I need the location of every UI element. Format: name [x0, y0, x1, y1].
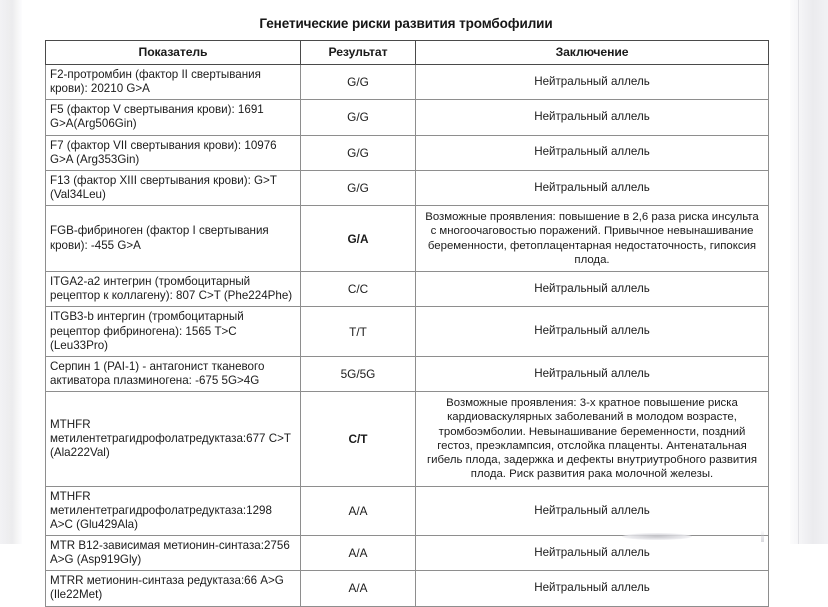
cell-indicator: Серпин 1 (PAI-1) - антагонист тканевого активатора плазминогена: -675 5G>4G — [46, 356, 301, 391]
cell-conclusion-neutral: Нейтральный аллель — [416, 536, 769, 571]
cell-indicator: F13 (фактор XIII свертывания крови): G>T (Val34Leu) — [46, 170, 301, 205]
cell-conclusion-neutral: Нейтральный аллель — [416, 307, 769, 356]
cell-conclusion-neutral: Нейтральный аллель — [416, 135, 769, 170]
cell-result: A/A — [301, 571, 416, 606]
table-row — [46, 392, 769, 487]
cell-result: G/G — [301, 100, 416, 135]
table-row — [46, 307, 769, 356]
cell-indicator: ITGB3-b интергин (тромбоцитарный рецептор фибриногена): 1565 T>C (Leu33Pro) — [46, 307, 301, 356]
table-row — [46, 135, 769, 170]
cell-indicator: MTHFR метилентетрагидрофолатредуктаза:1298 A>C (Glu429Ala) — [46, 486, 301, 535]
table-row — [46, 100, 769, 135]
genetic-risk-table — [45, 40, 769, 607]
cell-indicator: F2-протромбин (фактор II свертывания крови): 20210 G>A — [46, 65, 301, 100]
cell-result: G/G — [301, 170, 416, 205]
table-row — [46, 536, 769, 571]
cell-result: G/G — [301, 135, 416, 170]
document-page — [22, 0, 790, 602]
cell-result: 5G/5G — [301, 356, 416, 391]
cell-conclusion-risk: Возможные проявления: повышение в 2,6 раза риска инсульта с многоочаговостью поражений. Привычное невынашивание беременности, фетоплацентарная недостаточность, гипоксия плода. — [416, 206, 769, 272]
cell-indicator: FGB-фибриноген (фактор I свертывания крови): -455 G>A — [46, 206, 301, 272]
table-header — [46, 41, 769, 65]
column-header-result: Результат — [301, 41, 416, 65]
page-gutter-left — [0, 0, 22, 544]
table-row — [46, 206, 769, 272]
cell-conclusion-neutral: Нейтральный аллель — [416, 65, 769, 100]
cell-result: A/A — [301, 486, 416, 535]
column-header-conclusion: Заключение — [416, 41, 769, 65]
table-row — [46, 356, 769, 391]
scan-artifact-mark — [761, 530, 764, 542]
cell-indicator: F5 (фактор V свертывания крови): 1691 G>A(Arg506Gin) — [46, 100, 301, 135]
report-table-container — [22, 40, 790, 607]
page-title: Генетические риски развития тромбофилии — [259, 16, 553, 31]
cell-result: G/G — [301, 65, 416, 100]
table-body — [46, 65, 769, 607]
page-gutter-right — [790, 0, 828, 544]
table-header-row — [46, 41, 769, 65]
column-header-indicator: Показатель — [46, 41, 301, 65]
table-row — [46, 65, 769, 100]
cell-indicator: MTHFR метилентетрагидрофолатредуктаза:677 C>T (Ala222Val) — [46, 392, 301, 487]
cell-conclusion-neutral: Нейтральный аллель — [416, 170, 769, 205]
cell-result: A/A — [301, 536, 416, 571]
cell-indicator: MTRR метионин-синтаза редуктаза:66 A>G (Ile22Met) — [46, 571, 301, 606]
cell-indicator: MTR B12-зависимая метионин-синтаза:2756 A>G (Asp919Gly) — [46, 536, 301, 571]
cell-result: C/C — [301, 272, 416, 307]
cell-conclusion-neutral: Нейтральный аллель — [416, 571, 769, 606]
table-row — [46, 272, 769, 307]
table-row — [46, 571, 769, 606]
cell-conclusion-risk: Возможные проявления: 3-х кратное повышение риска кардиоваскулярных заболеваний в молодом возрасте, тромбоэмболии. Невынашивание беременности, поздний гестоз, преэклампсия, отслойка плаценты. Антенатальная гибель плода, задержка и дефекты внутриутробного развития плода. Риск развития рака молочной железы. — [416, 392, 769, 487]
cell-conclusion-neutral: Нейтральный аллель — [416, 486, 769, 535]
cell-indicator: ITGA2-a2 интегрин (тромбоцитарный рецептор к коллагену): 807 C>T (Phe224Phe) — [46, 272, 301, 307]
cell-conclusion-neutral: Нейтральный аллель — [416, 272, 769, 307]
cell-result: G/A — [301, 206, 416, 272]
table-row — [46, 170, 769, 205]
cell-result: C/T — [301, 392, 416, 487]
cell-indicator: F7 (фактор VII свертывания крови): 10976 G>A (Arg353Gin) — [46, 135, 301, 170]
cell-conclusion-neutral: Нейтральный аллель — [416, 356, 769, 391]
table-row — [46, 486, 769, 535]
cell-result: T/T — [301, 307, 416, 356]
cell-conclusion-neutral: Нейтральный аллель — [416, 100, 769, 135]
scan-artifact-smudge — [622, 533, 692, 540]
